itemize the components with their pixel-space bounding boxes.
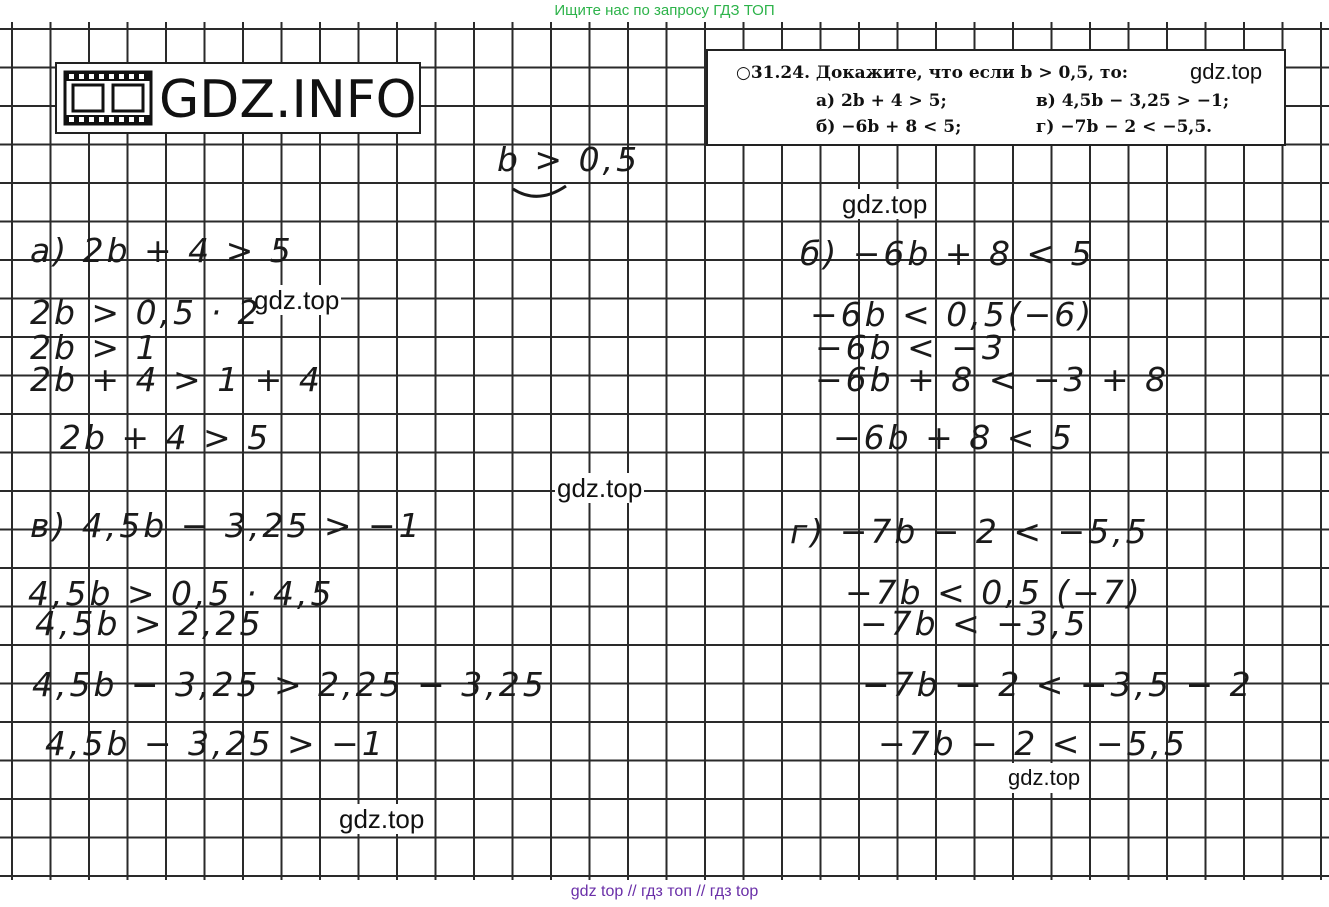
solution-line: −6b < −3 [815, 328, 1006, 367]
solution-line: 2b > 1 [30, 328, 160, 367]
solution-line: б) −6b + 8 < 5 [800, 234, 1095, 273]
solution-line: −7b < 0,5 (−7) [845, 573, 1143, 612]
watermark: gdz.top [1188, 57, 1264, 87]
solution-line: 4,5b > 0,5 · 4,5 [28, 574, 335, 613]
bottom-banner: gdz top // гдз топ // гдз top [0, 880, 1329, 907]
solution-line: −6b + 8 < −3 + 8 [815, 360, 1170, 399]
solution-line: а) 2b + 4 > 5 [30, 231, 294, 270]
solution-line: 2b + 4 > 1 + 4 [30, 360, 323, 399]
solution-line: 4,5b − 3,25 > 2,25 − 3,25 [32, 665, 547, 704]
watermark: gdz.top [254, 285, 340, 315]
solution-line: −7b < −3,5 [860, 604, 1089, 643]
site-logo[interactable] [55, 62, 421, 134]
solution-line: 2b + 4 > 5 [60, 418, 272, 457]
task-option-a: а) 2b + 4 > 5; [816, 91, 947, 111]
solution-line: 4,5b − 3,25 > −1 [45, 724, 386, 763]
watermark: gdz.top [339, 804, 425, 834]
underline-mark [510, 183, 570, 203]
solution-line: г) −7b − 2 < −5,5 [790, 512, 1150, 551]
task-option-b: б) −6b + 8 < 5; [816, 117, 962, 137]
solution-line: −6b < 0,5(−6) [810, 295, 1095, 334]
watermark: gdz.top [842, 189, 928, 219]
task-number: ○31.24. [736, 63, 810, 83]
task-option-c: в) 4,5b − 3,25 > −1; [1036, 91, 1230, 111]
logo-text: GDZ.INFO [159, 70, 417, 130]
watermark: gdz.top [557, 473, 643, 503]
task-option-d: г) −7b − 2 < −5,5. [1036, 117, 1213, 137]
solution-line: в) 4,5b − 3,25 > −1 [30, 506, 423, 545]
solution-line: 4,5b > 2,25 [35, 604, 264, 643]
given-condition: b > 0,5 [497, 140, 641, 179]
top-banner: Ищите нас по запросу ГДЗ ТОП [0, 0, 1329, 22]
task-text: Докажите, что если b > 0,5, то: [815, 63, 1129, 83]
solution-line: −7b − 2 < −5,5 [878, 724, 1188, 763]
watermark: gdz.top [1006, 763, 1082, 793]
film-strip-icon [63, 70, 153, 126]
solution-line: 2b > 0,5 · 2 [30, 293, 262, 332]
solution-line: −7b − 2 < −3,5 − 2 [862, 665, 1254, 704]
task-header [736, 63, 1128, 83]
solution-line: −6b + 8 < 5 [833, 418, 1075, 457]
